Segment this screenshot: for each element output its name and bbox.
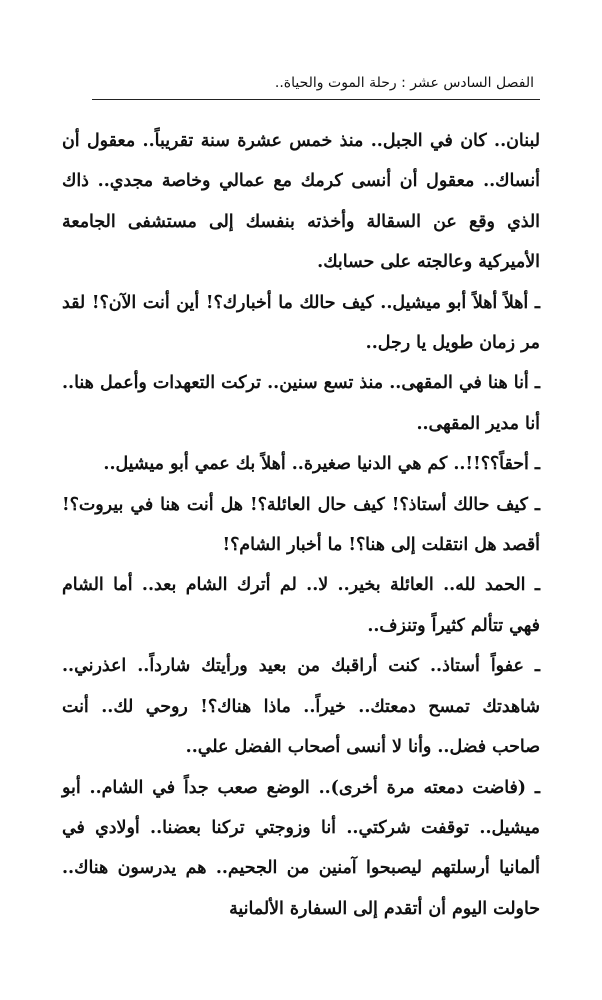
running-header (92, 71, 540, 100)
body-text (62, 121, 540, 929)
paragraph-5: ـ كيف حالك أستاذ؟! كيف حال العائلة؟! هل أنت هنا في بيروت؟! أقصد هل انتقلت إلى هنا؟! ما أخبار الشام؟! (62, 494, 540, 556)
paragraph-3: ـ أنا هنا في المقهى.. منذ تسع سنين.. تركت التعهدات وأعمل هنا.. أنا مدير المقهى.. (62, 373, 540, 434)
paragraph-6: ـ الحمد لله.. العائلة بخير.. لا.. لم أترك الشام بعد.. أما الشام فهي تتألم كثيراً وتنزف.. (62, 575, 540, 636)
paragraph-4: ـ أحقاً؟؟!!.. كم هي الدنيا صغيرة.. أهلاً بك عمي أبو ميشيل.. (103, 454, 540, 475)
paragraph-8: ـ (فاضت دمعته مرة أخرى).. الوضع صعب جداً في الشام.. أبو ميشيل.. توقفت شركتي.. أنا وزوجتي تركنا بعضنا.. أولادي في ألمانيا أرسلتهم ليصبحوا آمنين من الجحيم.. هم يدرسون هناك.. حاولت اليوم أن أتقدم إلى السفارة الألمانية (62, 777, 540, 919)
paragraph-7: ـ عفواً أستاذ.. كنت أراقبك من بعيد ورأيتك شارداً.. اعذرني.. شاهدتك تمسح دمعتك.. خيراً.. ماذا هناك؟! روحي لك.. أنت صاحب فضل.. وأنا لا أنسى أصحاب الفضل علي.. (62, 656, 540, 758)
chapter-title: الفصل السادس عشر : رحلة الموت والحياة.. (274, 75, 534, 91)
paragraph-1: لبنان.. كان في الجبل.. منذ خمس عشرة سنة تقريباً.. معقول أن أنساك.. معقول أن أنسى كرمك مع عمالي وخاصة مجدي.. ذاك الذي وقع عن السقالة وأخذته بنفسك إلى مستشفى الجامعة الأميركية وعالجته على حسابك. (62, 131, 540, 273)
paragraph-2: ـ أهلاً أهلاً أبو ميشيل.. كيف حالك ما أخبارك؟! أين أنت الآن؟! لقد مر زمان طويل يا رجل.. (62, 292, 540, 354)
